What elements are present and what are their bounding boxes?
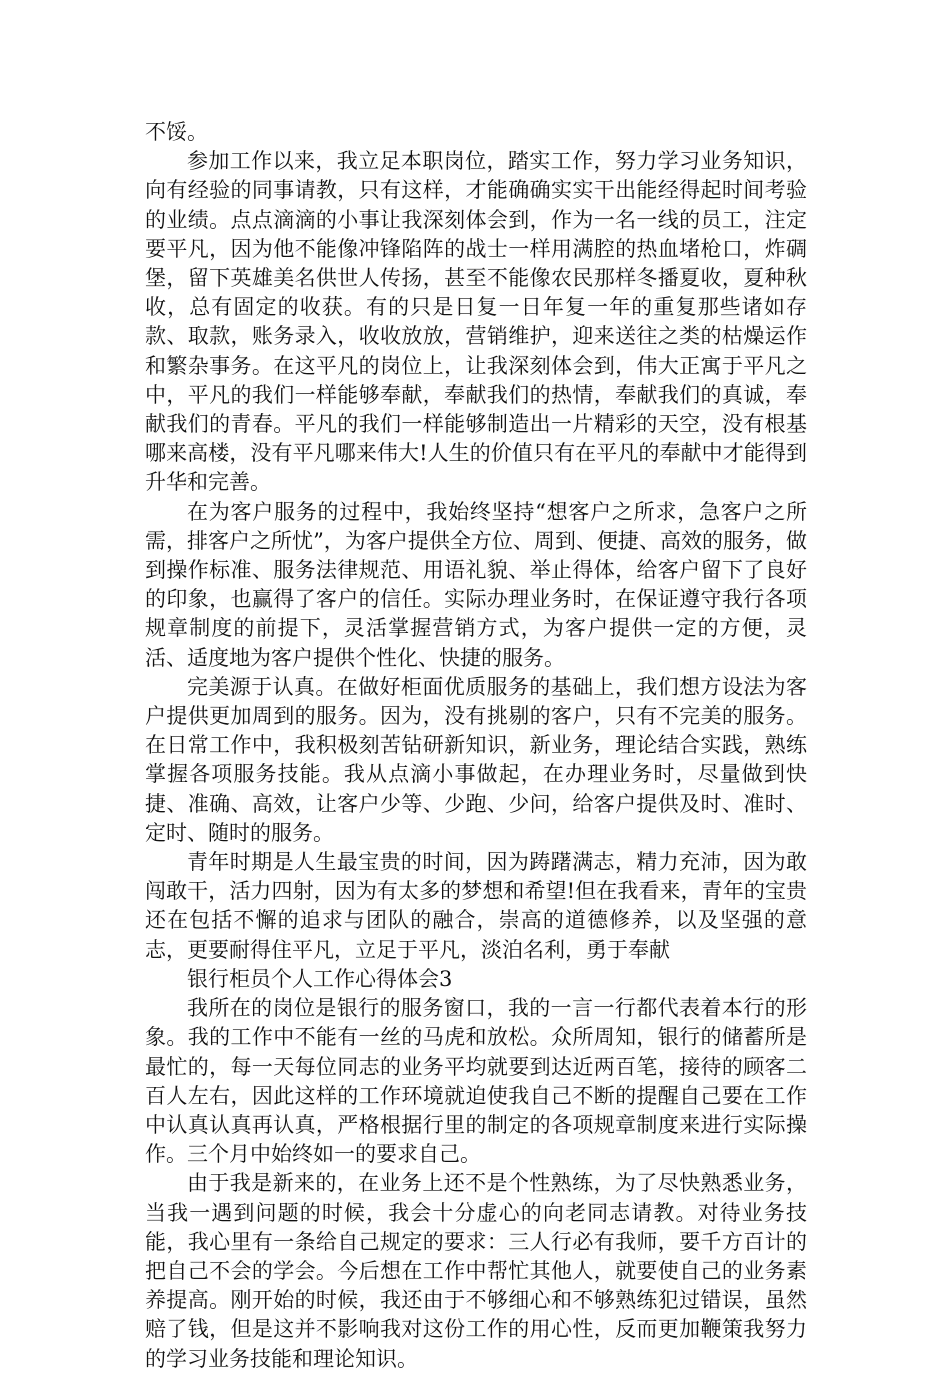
paragraph-7: 由于我是新来的，在业务上还不是个性熟练，为了尽快熟悉业务，当我一遇到问题的时候，我会十分虚心的向老同志请教。对待业务技能，我心里有一条给自己规定的要求：三人行必有我师，要千方百计的把自己不会的学会。今后想在工作中帮忙其他人，就要使自己的业务素养提高。刚开始的时候，我还由于不够细心和不够熟练犯过错误，虽然赔了钱，但是这并不影响我对这份工作的用心性，反而更加鞭策我努力的学习业务技能和理论知识。 (145, 1171, 807, 1371)
paragraph-4: 完美源于认真。在做好柜面优质服务的基础上，我们想方设法为客户提供更加周到的服务。因为，没有挑剔的客户，只有不完美的服务。在日常工作中，我积极刻苦钻研新知识，新业务，理论结合实践，熟练掌握各项服务技能。我从点滴小事做起，在办理业务时，尽量做到快捷、准确、高效，让客户少等、少跑、少问，给客户提供及时、准时、定时、随时的服务。 (145, 674, 807, 845)
section-heading: 银行柜员个人工作心得体会3 (187, 966, 453, 991)
paragraph-1: 不馁。 (145, 120, 208, 144)
document-page (145, 118, 807, 1374)
paragraph-3: 在为客户服务的过程中，我始终坚持“想客户之所求，急客户之所需，排客户之所忧”，为客户提供全方位、周到、便捷、高效的服务，做到操作标准、服务法律规范、用语礼貌、举止得体，给客户留下了良好的印象，也赢得了客户的信任。实际办理业务时，在保证遵守我行各项规章制度的前提下，灵活掌握营销方式，为客户提供一定的方便，灵活、适度地为客户提供个性化、快捷的服务。 (145, 499, 807, 670)
paragraph-6: 我所在的岗位是银行的服务窗口，我的一言一行都代表着本行的形象。我的工作中不能有一丝的马虎和放松。众所周知，银行的储蓄所是最忙的，每一天每位同志的业务平均就要到达近两百笔，接待的顾客二百人左右，因此这样的工作环境就迫使我自己不断的提醒自己要在工作中认真认真再认真，严格根据行里的制定的各项规章制度来进行实际操作。三个月中始终如一的要求自己。 (145, 996, 807, 1167)
paragraph-5: 青年时期是人生最宝贵的时间，因为踌躇满志，精力充沛，因为敢闯敢干，活力四射，因为有太多的梦想和希望!但在我看来，青年的宝贵还在包括不懈的追求与团队的融合，崇高的道德修养，以及坚强的意志，更要耐得住平凡，立足于平凡，淡泊名利，勇于奉献 (145, 850, 807, 962)
paragraph-2: 参加工作以来，我立足本职岗位，踏实工作，努力学习业务知识，向有经验的同事请教，只有这样，才能确确实实干出能经得起时间考验的业绩。点点滴滴的小事让我深刻体会到，作为一名一线的员工，注定要平凡，因为他不能像冲锋陷阵的战士一样用满腔的热血堵枪口，炸碉堡，留下英雄美名供世人传扬，甚至不能像农民那样冬播夏收，夏种秋收，总有固定的收获。有的只是日复一日年复一年的重复那些诸如存款、取款，账务录入，收收放放，营销维护，迎来送往之类的枯燥运作和繁杂事务。在这平凡的岗位上，让我深刻体会到，伟大正寓于平凡之中，平凡的我们一样能够奉献，奉献我们的热情，奉献我们的真诚，奉献我们的青春。平凡的我们一样能够制造出一片精彩的天空，没有根基哪来高楼，没有平凡哪来伟大!人生的价值只有在平凡的奉献中才能得到升华和完善。 (145, 149, 807, 495)
